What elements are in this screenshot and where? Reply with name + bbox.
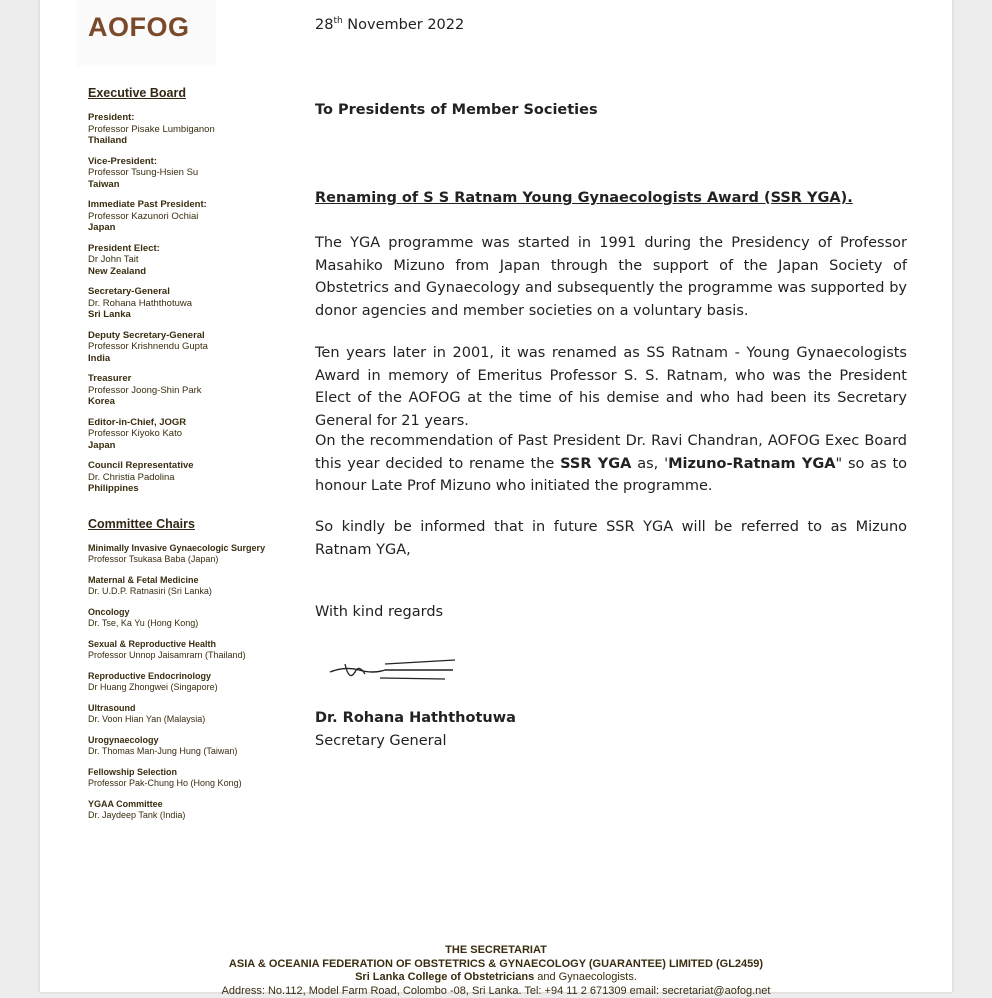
paragraph-1: The YGA programme was started in 1991 during the Presidency of Professor Masahiko Mizuno from Japan through the support of the Japan Society of Obstetrics and Gynaecology and subsequently the programme was supported by donor agencies and member societies on a voluntary basis. — [315, 232, 907, 322]
committee-name: YGAA Committee — [88, 799, 298, 810]
committee-chair-name: Dr. U.D.P. Ratnasiri (Sri Lanka) — [88, 586, 298, 597]
board-name: Professor Pisake Lumbiganon — [88, 124, 298, 136]
board-member — [88, 156, 298, 191]
board-role: President Elect: — [88, 243, 298, 255]
board-country: Taiwan — [88, 179, 298, 191]
committee-chair — [88, 639, 298, 661]
committee-chair — [88, 607, 298, 629]
committee-chair — [88, 543, 298, 565]
committee-chair — [88, 671, 298, 693]
committee-chair-name: Dr. Thomas Man-Jung Hung (Taiwan) — [88, 746, 298, 757]
board-member — [88, 330, 298, 365]
committee-chair — [88, 703, 298, 725]
board-country: Japan — [88, 440, 298, 452]
board-member — [88, 460, 298, 495]
board-name: Dr John Tait — [88, 254, 298, 266]
board-country: New Zealand — [88, 266, 298, 278]
signatory-name: Dr. Rohana Haththotuwa — [315, 710, 516, 726]
committee-name: Reproductive Endocrinology — [88, 671, 298, 682]
board-role: Immediate Past President: — [88, 199, 298, 211]
board-role: Deputy Secretary-General — [88, 330, 298, 342]
committee-chair — [88, 767, 298, 789]
signatory-title: Secretary General — [315, 733, 447, 749]
sidebar — [88, 86, 298, 831]
board-name: Dr. Christia Padolina — [88, 472, 298, 484]
board-country: India — [88, 353, 298, 365]
committee-name: Sexual & Reproductive Health — [88, 639, 298, 650]
aofog-logo — [76, 0, 216, 66]
paragraph-2: Ten years later in 2001, it was renamed as SS Ratnam - Young Gynaecologists Award in memory of Emeritus Professor S. S. Ratnam, who was the President Elect of the AOFOG at the time of his demise and who had been its Secretary General for 21 years. — [315, 342, 907, 432]
footer-federation: ASIA & OCEANIA FEDERATION OF OBSTETRICS & GYNAECOLOGY (GUARANTEE) LIMITED (GL2459) — [40, 958, 952, 972]
committee-chair — [88, 735, 298, 757]
board-role: Secretary-General — [88, 286, 298, 298]
board-name: Professor Joong-Shin Park — [88, 385, 298, 397]
board-name: Professor Kazunori Ochiai — [88, 211, 298, 223]
board-member — [88, 417, 298, 452]
footer-secretariat: THE SECRETARIAT — [40, 944, 952, 958]
board-country: Japan — [88, 222, 298, 234]
committee-chair-name: Dr. Jaydeep Tank (India) — [88, 810, 298, 821]
committee-chair — [88, 575, 298, 597]
committee-chair-name: Professor Pak-Chung Ho (Hong Kong) — [88, 778, 298, 789]
committee-chair-name: Dr Huang Zhongwei (Singapore) — [88, 682, 298, 693]
footer-college: Sri Lanka College of Obstetricians and Gynaecologists. — [40, 971, 952, 985]
committee-chair-name: Professor Unnop Jaisamrarn (Thailand) — [88, 650, 298, 661]
board-role: Vice-President: — [88, 156, 298, 168]
board-role: President: — [88, 112, 298, 124]
committee-name: Urogynaecology — [88, 735, 298, 746]
board-country: Sri Lanka — [88, 309, 298, 321]
footer — [40, 944, 952, 998]
board-country: Thailand — [88, 135, 298, 147]
board-name: Dr. Rohana Haththotuwa — [88, 298, 298, 310]
board-name: Professor Kiyoko Kato — [88, 428, 298, 440]
board-member — [88, 199, 298, 234]
paragraph-3: On the recommendation of Past President Dr. Ravi Chandran, AOFOG Exec Board this year decided to rename the SSR YGA as, 'Mizuno-Ratnam YGA" so as to honour Late Prof Mizuno who initiated the programme. — [315, 430, 907, 498]
board-member — [88, 243, 298, 278]
committee-chair-name: Professor Tsukasa Baba (Japan) — [88, 554, 298, 565]
footer-address: Address: No.112, Model Farm Road, Colombo -08, Sri Lanka. Tel: +94 11 2 671309 email: secretariat@aofog.net — [40, 985, 952, 998]
signature-image — [325, 652, 455, 688]
board-country: Korea — [88, 396, 298, 408]
board-country: Philippines — [88, 483, 298, 495]
board-role: Council Representative — [88, 460, 298, 472]
executive-board-heading: Executive Board — [88, 86, 298, 100]
subject-line: Renaming of S S Ratnam Young Gynaecologists Award (SSR YGA). — [315, 190, 853, 206]
committee-name: Fellowship Selection — [88, 767, 298, 778]
board-member — [88, 112, 298, 147]
board-member — [88, 373, 298, 408]
board-name: Professor Tsung-Hsien Su — [88, 167, 298, 179]
committee-chair-name: Dr. Voon Hian Yan (Malaysia) — [88, 714, 298, 725]
committee-name: Minimally Invasive Gynaecologic Surgery — [88, 543, 298, 554]
committee-name: Maternal & Fetal Medicine — [88, 575, 298, 586]
logo-text: AOFOG — [88, 12, 190, 43]
board-role: Editor-in-Chief, JOGR — [88, 417, 298, 429]
committee-chairs-list — [88, 543, 298, 821]
letter-page — [40, 0, 952, 992]
board-name: Professor Krishnendu Gupta — [88, 341, 298, 353]
board-role: Treasurer — [88, 373, 298, 385]
board-member — [88, 286, 298, 321]
executive-board-list — [88, 112, 298, 495]
committee-chair-name: Dr. Tse, Ka Yu (Hong Kong) — [88, 618, 298, 629]
committee-chair — [88, 799, 298, 821]
committee-name: Oncology — [88, 607, 298, 618]
committee-name: Ultrasound — [88, 703, 298, 714]
paragraph-4: So kindly be informed that in future SSR YGA will be referred to as Mizuno Ratnam YGA, — [315, 516, 907, 561]
closing: With kind regards — [315, 604, 443, 620]
letter-date: 28th November 2022 — [315, 16, 464, 33]
committee-chairs-heading: Committee Chairs — [88, 517, 298, 531]
recipient-line: To Presidents of Member Societies — [315, 102, 598, 118]
